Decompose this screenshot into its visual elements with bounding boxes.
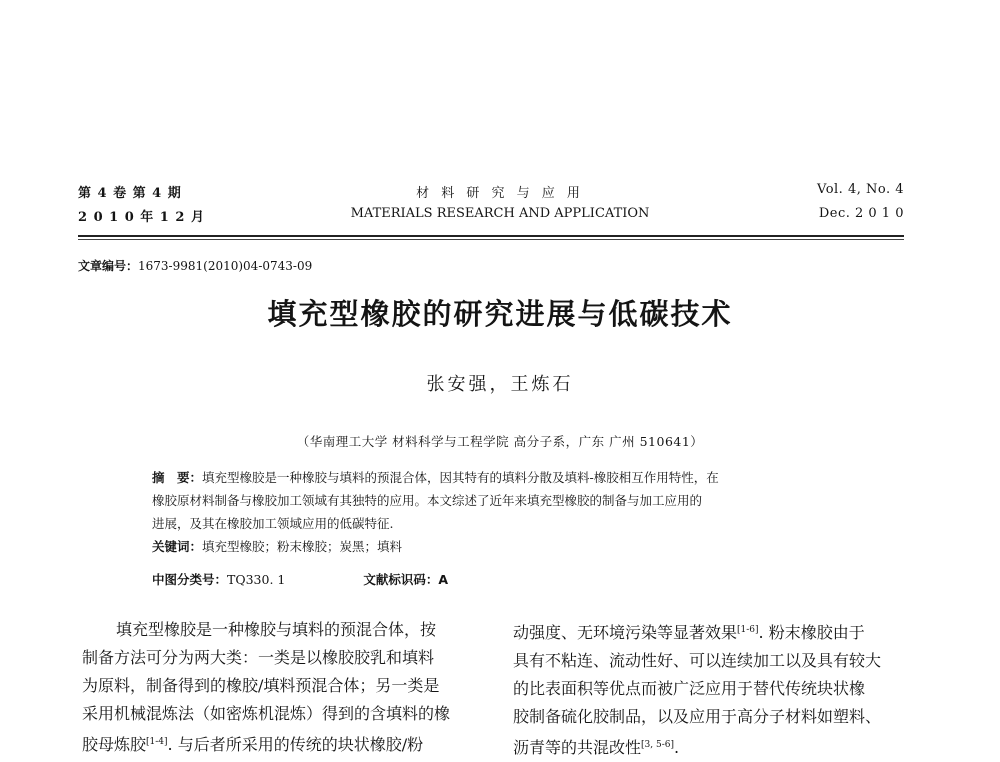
body-text: 胶母炼胶 [82,735,147,754]
body-text: . 粉末橡胶由于 [758,623,865,642]
article-id-label: 文章编号： [78,259,139,273]
body-column-left [82,616,487,759]
body-text: 动强度、无环境污染等显著效果 [513,623,738,642]
clc-label: 中图分类号： [152,572,228,587]
keywords-label: 关键词： [152,539,203,554]
body-line [82,672,487,700]
body-line [82,644,487,672]
publication-date-en: Dec. 2 0 1 0 [818,206,904,221]
volume-issue: 第 4 卷 第 4 期 [78,186,182,201]
affiliation: （华南理工大学 材料科学与工程学院 高分子系，广东 广州 510641） [296,434,704,449]
volume-en: Vol. 4, No. 4 [817,182,904,197]
publication-date-cn: 2 0 1 0 年 1 2 月 [78,210,205,225]
classification-row [152,570,448,588]
doc-code-label: 文献标识码： [363,572,439,587]
journal-title-cn: 材 料 研 究 与 应 用 [416,186,584,201]
body-text: 采用机械混炼法（如密炼机混炼）得到的含填料的橡 [82,704,451,723]
abstract-line-1 [152,466,852,489]
body-line [513,675,918,703]
body-line [82,728,487,759]
paper-title: 填充型橡胶的研究进展与低碳技术 [267,297,733,331]
body-line [513,616,918,647]
body-column-right [513,616,918,762]
abstract-block [152,466,852,558]
header-rule-thick [78,235,904,237]
body-text: 制备方法可分为两大类：一类是以橡胶胶乳和填料 [82,648,435,667]
citation: [1-4] [146,737,168,747]
body-text: 胶制备硫化胶制品，以及应用于高分子材料如塑料、 [513,707,882,726]
body-text: 沥青等的共混改性 [513,738,642,757]
body-text: . 与后者所采用的传统的块状橡胶/粉 [167,735,424,754]
body-text: 填充型橡胶是一种橡胶与填料的预混合体，按 [116,620,437,639]
body-text: . [673,738,680,757]
body-line [513,731,918,762]
authors: 张安强，王炼石 [426,374,574,395]
body-line [513,703,918,731]
doc-code-value: A [438,572,449,587]
body-line [513,647,918,675]
keywords-line [152,535,852,558]
keywords-value: 填充型橡胶；粉末橡胶；炭黑；填料 [202,539,403,554]
clc-value: TQ330. 1 [227,572,286,587]
body-line [82,616,487,644]
journal-title-en: MATERIALS RESEARCH AND APPLICATION [350,206,650,221]
article-id-value: 1673-9981(2010)04-0743-09 [138,259,313,273]
body-text: 为原料，制备得到的橡胶/填料预混合体；另一类是 [82,676,440,695]
citation: [1-6] [737,625,759,635]
header-rule-thin [78,239,904,240]
article-id [78,257,312,274]
abstract-label: 摘 要： [152,470,203,485]
abstract-text-1: 填充型橡胶是一种橡胶与填料的预混合体，因其特有的填料分散及填料-橡胶相互作用特性，在 [202,470,719,485]
abstract-line-2: 橡胶原材料制备与橡胶加工领域有其独特的应用。本文综述了近年来填充型橡胶的制备与加工应用的 [152,493,703,508]
citation: [3, 5-6] [641,740,674,750]
body-text: 的比表面积等优点而被广泛应用于替代传统块状橡 [513,679,866,698]
body-text: 具有不粘连、流动性好、可以连续加工以及具有较大 [513,651,882,670]
body-line [82,700,487,728]
abstract-line-3: 进展，及其在橡胶加工领域应用的低碳特征. [152,516,394,531]
